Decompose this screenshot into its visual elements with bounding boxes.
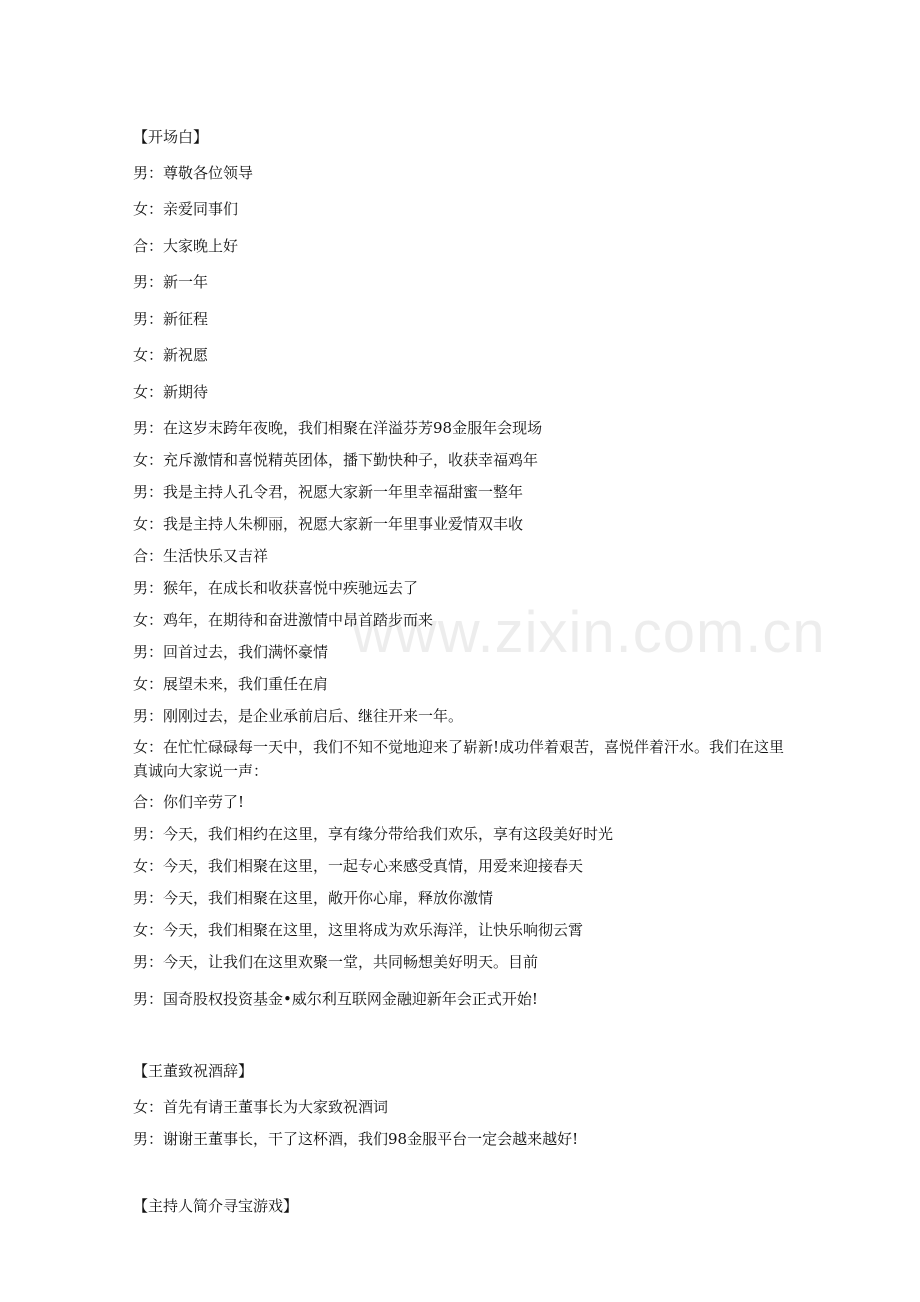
script-line: 女：首先有请王董事长为大家致祝酒词 bbox=[133, 1098, 389, 1116]
script-line: 男：今天，让我们在这里欢聚一堂，共同畅想美好明天。目前 bbox=[133, 953, 539, 971]
script-line: 男：谢谢王董事长，干了这杯酒，我们98金服平台一定会越来越好! bbox=[133, 1130, 579, 1148]
script-line: 男：新征程 bbox=[133, 310, 209, 328]
script-line: 男：尊敬各位领导 bbox=[133, 164, 254, 182]
script-line: 男：国奇股权投资基金•威尔利互联网金融迎新年会正式开始! bbox=[133, 990, 538, 1008]
section-heading: 【王董致祝酒辞】 bbox=[133, 1062, 254, 1080]
watermark: www.zixin.com.cn bbox=[352, 600, 826, 665]
script-line: 女：我是主持人朱柳丽，祝愿大家新一年里事业爱情双丰收 bbox=[133, 515, 524, 533]
script-line: 合：生活快乐又吉祥 bbox=[133, 547, 269, 565]
script-line: 男：新一年 bbox=[133, 273, 209, 291]
script-line: 男：在这岁末跨年夜晚，我们相聚在洋溢芬芳98金服年会现场 bbox=[133, 419, 543, 437]
script-line: 男：今天，我们相约在这里，享有缘分带给我们欢乐，享有这段美好时光 bbox=[133, 825, 614, 843]
script-line: 女：今天，我们相聚在这里，一起专心来感受真情，用爱来迎接春天 bbox=[133, 857, 584, 875]
script-line: 女：充斥激情和喜悦精英团体，播下勤快种子，收获幸福鸡年 bbox=[133, 451, 539, 469]
script-line: 女：亲爱同事们 bbox=[133, 200, 239, 218]
script-line: 合：大家晚上好 bbox=[133, 237, 239, 255]
script-line: 男：我是主持人孔令君，祝愿大家新一年里幸福甜蜜一整年 bbox=[133, 483, 524, 501]
script-line: 女：新祝愿 bbox=[133, 346, 209, 364]
script-line: 女：鸡年，在期待和奋进激情中昂首踏步而来 bbox=[133, 611, 434, 629]
script-line: 女：新期待 bbox=[133, 383, 209, 401]
script-line: 女：今天，我们相聚在这里，这里将成为欢乐海洋，让快乐响彻云霄 bbox=[133, 921, 584, 939]
script-line: 男：猴年，在成长和收获喜悦中疾驰远去了 bbox=[133, 579, 419, 597]
script-line: 女：展望未来，我们重任在肩 bbox=[133, 675, 329, 693]
script-line: 男：今天，我们相聚在这里，敞开你心扉，释放你激情 bbox=[133, 889, 494, 907]
section-heading: 【主持人简介寻宝游戏】 bbox=[133, 1197, 299, 1215]
section-heading: 【开场白】 bbox=[133, 128, 209, 146]
script-line: 女：在忙忙碌碌每一天中，我们不知不觉地迎来了崭新!成功伴着艰苦，喜悦伴着汗水。我们在这里真诚向大家说一声： bbox=[133, 738, 785, 780]
script-line: 男：刚刚过去，是企业承前启后、继往开来一年。 bbox=[133, 707, 464, 725]
script-line: 合：你们辛劳了! bbox=[133, 793, 245, 811]
script-line: 男：回首过去，我们满怀豪情 bbox=[133, 643, 329, 661]
